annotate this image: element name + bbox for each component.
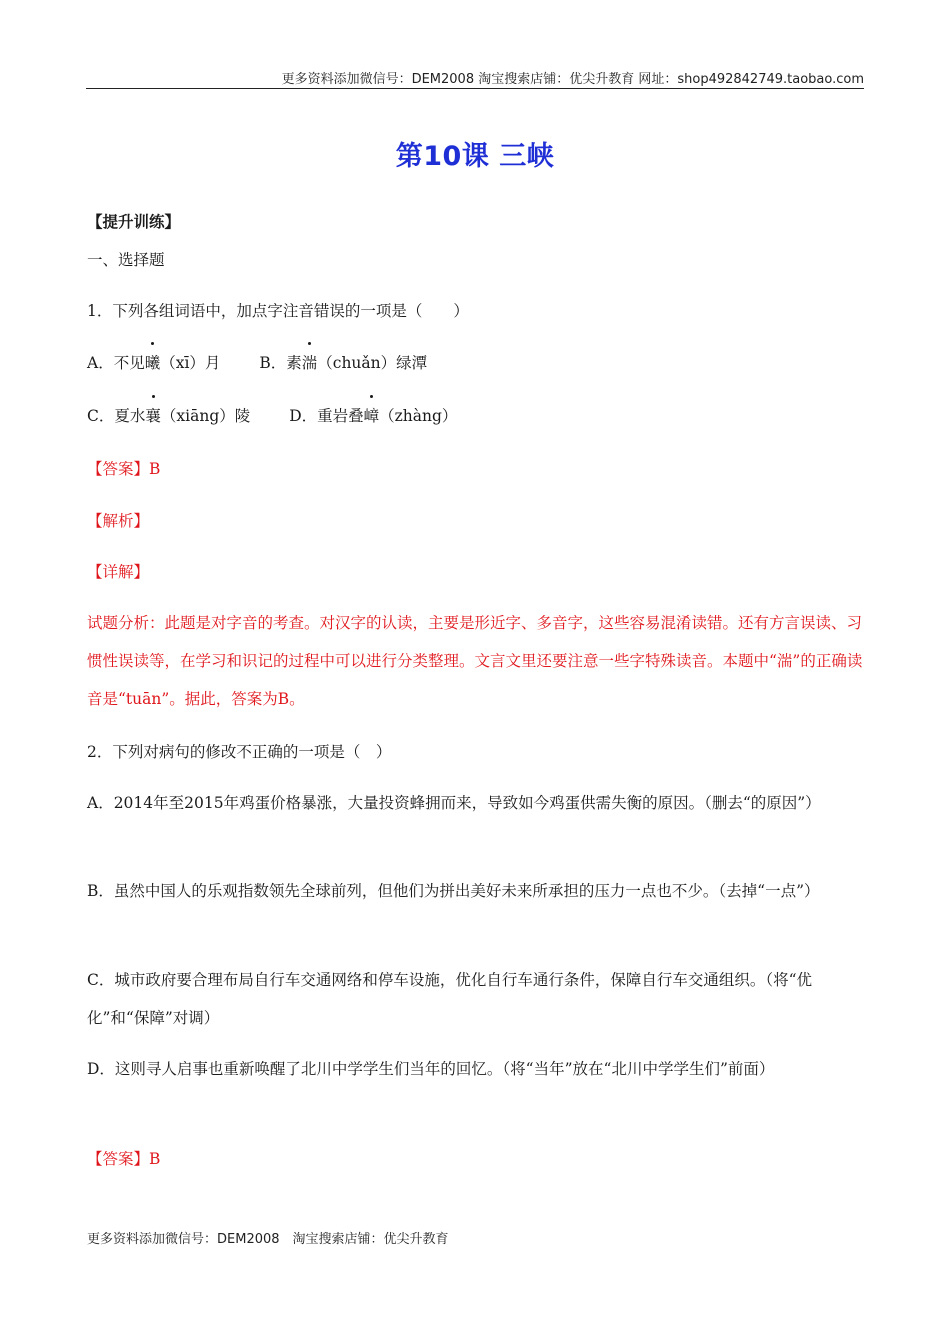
question-1-options-ab [87,344,863,382]
option-a: A．不见 曦（xī）月 [87,354,220,372]
emphasized-char: 曦 [145,344,161,382]
detail-label: 【详解】 [87,563,150,581]
page-header: 更多资料添加微信号：DEM2008 淘宝搜索店铺：优尖升教育 网址：shop492842749.taobao.com [281,72,864,87]
detail-text: 试题分析：此题是对字音的考查。对汉字的认读，主要是形近字、多音字，这些容易混淆读错。还有方言误读、习惯性误读等，在学习和识记的过程中可以进行分类整理。文言文里还要注意一些字特殊读音。本题中“湍”的正确读音是“tuān”。据此，答案为B。 [87,614,863,708]
question-2-option-b: B．虽然中国人的乐观指数领先全球前列，但他们为拼出美好未来所承担的压力一点也不少。（去掉“一点”） [87,882,820,900]
page-footer: 更多资料添加微信号：DEM2008 淘宝搜索店铺：优尖升教育 [87,1232,449,1247]
question-2-answer: 【答案】B [87,1150,161,1168]
question-1-answer: 【答案】B [87,460,161,478]
option-d: D．重岩叠 嶂（zhàng） [289,397,457,435]
question-1-options-cd [87,397,863,435]
section-label: 【提升训练】 [87,213,181,231]
question-2-option-c: C．城市政府要合理布局自行车交通网络和停车设施，优化自行车通行条件，保障自行车交通组织。（将“优化”和“保障”对调） [87,971,813,1027]
header-divider [86,88,864,89]
analysis-label: 【解析】 [87,512,150,530]
part-heading: 一、选择题 [87,251,165,269]
emphasized-char: 嶂 [364,397,380,435]
question-1-stem: 1．下列各组词语中，加点字注音错误的一项是（ ） [87,302,469,320]
option-c: C．夏水 襄（xiāng）陵 [87,407,250,425]
emphasized-char: 湍 [302,344,318,382]
question-2-option-d: D．这则寻人启事也重新唤醒了北川中学学生们当年的回忆。（将“当年”放在“北川中学学生们”前面） [87,1060,775,1078]
emphasized-char: 襄 [145,397,161,435]
option-b: B．素 湍（chuǎn）绿潭 [259,344,427,382]
question-2-stem: 2．下列对病句的修改不正确的一项是（ ） [87,743,392,761]
lesson-title: 第10课 三峡 [395,141,555,172]
question-2-option-a: A．2014年至2015年鸡蛋价格暴涨，大量投资蜂拥而来，导致如今鸡蛋供需失衡的原因。（删去“的原因”） [87,794,821,812]
